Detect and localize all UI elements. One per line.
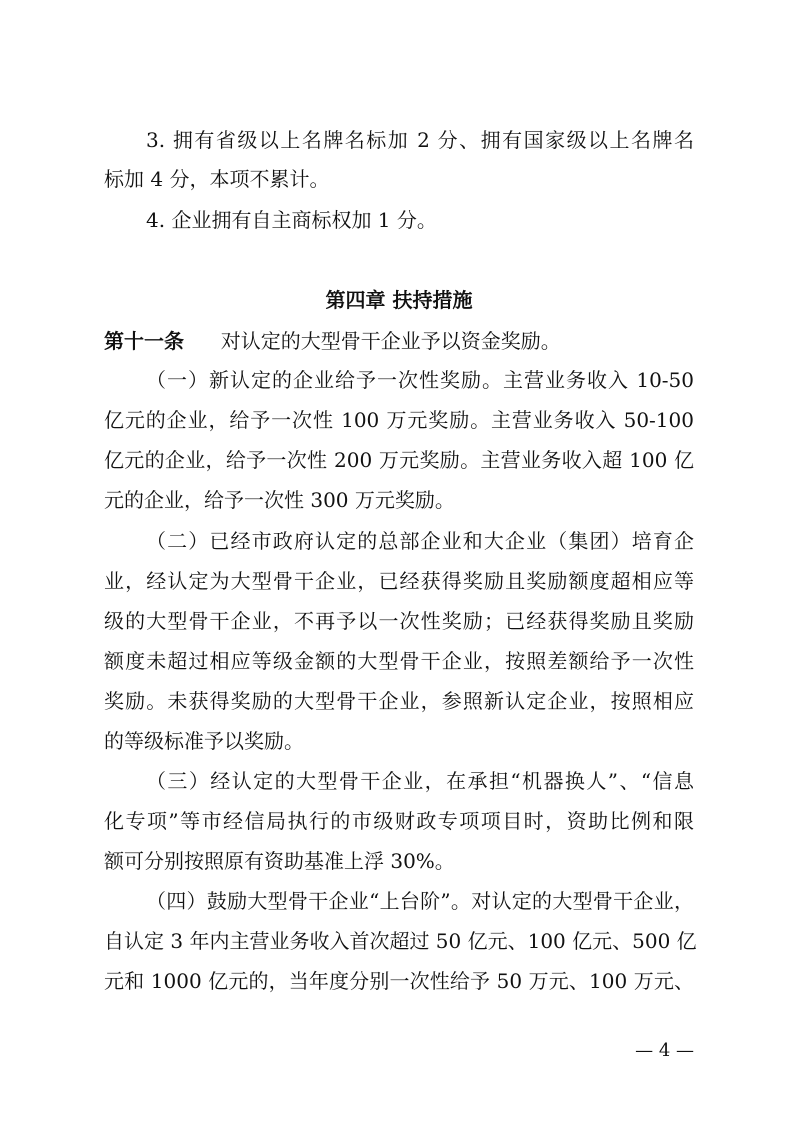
- text-line: 4. 企业拥有自主商标权加 1 分。: [146, 208, 437, 232]
- text-line: 元和 1000 亿元的，当年度分别一次性给予 50 万元、100 万元、: [104, 969, 694, 993]
- text-line: 亿元的企业，给予一次性 100 万元奖励。主营业务收入 50-100: [104, 408, 694, 432]
- text-line: 额度未超过相应等级金额的大型骨干企业，按照差额给予一次性: [104, 649, 694, 673]
- text-line: 亿元的企业，给予一次性 200 万元奖励。主营业务收入超 100 亿: [104, 448, 694, 472]
- chapter-heading: 第四章 扶持措施: [325, 288, 473, 312]
- text-line: 业，经认定为大型骨干企业，已经获得奖励且奖励额度超相应等: [104, 569, 694, 593]
- text-line: 额可分别按照原有资助基准上浮 30%。: [104, 849, 455, 873]
- text-line: （四）鼓励大型骨干企业“上台阶”。对认定的大型骨干企业，: [146, 889, 694, 913]
- article-text: 对认定的大型骨干企业予以资金奖励。: [220, 329, 561, 353]
- text-line: 3. 拥有省级以上名牌名标加 2 分、拥有国家级以上名牌名: [146, 128, 694, 152]
- text-line: （一）新认定的企业给予一次性奖励。主营业务收入 10-50: [146, 368, 694, 392]
- text-line: 自认定 3 年内主营业务收入首次超过 50 亿元、100 亿元、500 亿: [104, 929, 697, 953]
- text-line: 奖励。未获得奖励的大型骨干企业，参照新认定企业，按照相应: [104, 689, 694, 713]
- article-line: [104, 329, 694, 353]
- text-line: 标加 4 分，本项不累计。: [104, 167, 330, 191]
- article-label: 第十一条: [104, 329, 184, 353]
- page-number: — 4 —: [635, 1040, 694, 1061]
- text-line: 元的企业，给予一次性 300 万元奖励。: [104, 488, 455, 512]
- text-line: 的等级标准予以奖励。: [104, 729, 304, 753]
- text-line: （二）已经市政府认定的总部企业和大企业（集团）培育企: [146, 529, 694, 553]
- text-line: 化专项”等市经信局执行的市级财政专项项目时，资助比例和限: [104, 809, 694, 833]
- text-line: （三）经认定的大型骨干企业，在承担“机器换人”、“信息: [146, 769, 694, 793]
- text-line: 级的大型骨干企业，不再予以一次性奖励；已经获得奖励且奖励: [104, 609, 694, 633]
